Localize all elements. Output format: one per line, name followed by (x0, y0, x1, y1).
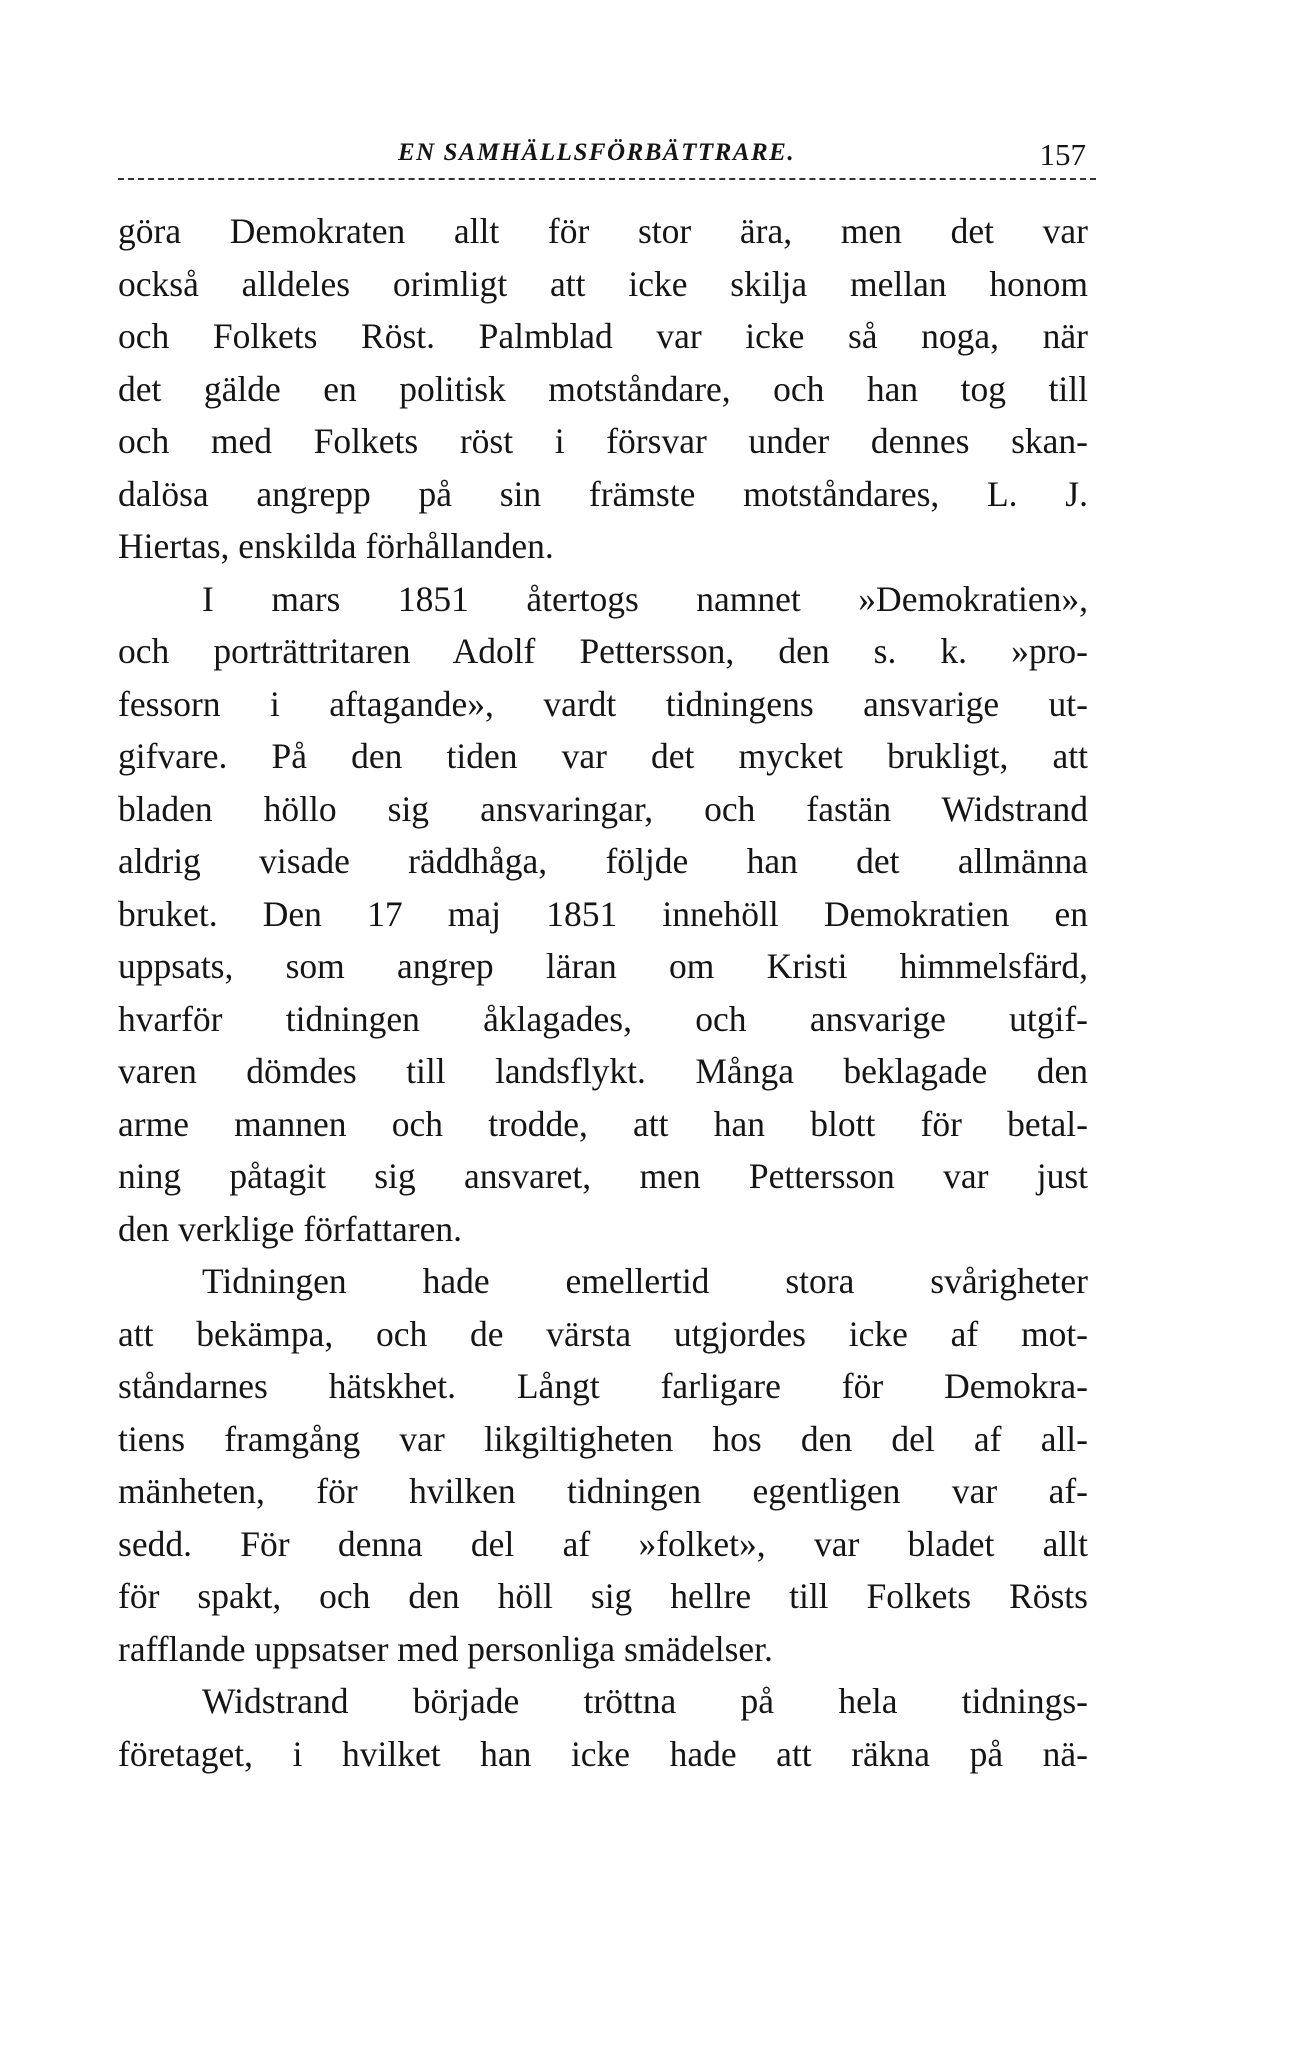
page-number: 157 (1039, 137, 1086, 172)
text-line: aldrig visade räddhåga, följde han det allmänna (118, 841, 1088, 881)
text-line: dalösa angrepp på sin främste motståndares, L. J. (118, 473, 1088, 514)
text-line: göra Demokraten allt för stor ära, men det var (118, 211, 1088, 251)
text-line: och Folkets Röst. Palmblad var icke så noga, när (118, 316, 1088, 356)
text-line: uppsats, som angrep läran om Kristi himmelsfärd, (118, 946, 1088, 986)
text-line: Hiertas, enskilda förhållanden. (118, 526, 554, 566)
text-line: och porträttritaren Adolf Pettersson, den s. k. »pro- (118, 631, 1088, 671)
text-line: det gälde en politisk motståndare, och han tog till (118, 368, 1088, 409)
text-line: tiens framgång var likgiltigheten hos den del af all- (118, 1418, 1088, 1459)
text-line: bladen höllo sig ansvaringar, och fastän Widstrand (118, 788, 1088, 829)
text-line: och med Folkets röst i försvar under dennes skan- (118, 421, 1088, 461)
running-title: EN SAMHÄLLSFÖRBÄTTRARE. (398, 139, 796, 166)
text-line: ning påtagit sig ansvaret, men Pettersson var just (118, 1156, 1088, 1196)
text-line: Widstrand började tröttna på hela tidnings- (202, 1681, 1088, 1721)
text-line: företaget, i hvilket han icke hade att räkna på nä- (118, 1733, 1088, 1774)
text-line: den verklige författaren. (118, 1208, 462, 1249)
text-line: hvarför tidningen åklagades, och ansvarige utgif- (118, 998, 1088, 1039)
text-line: rafflande uppsatser med personliga smädelser. (118, 1628, 773, 1669)
text-line: också alldeles orimligt att icke skilja mellan honom (118, 263, 1088, 304)
text-line: för spakt, och den höll sig hellre till Folkets Rösts (118, 1576, 1088, 1616)
text-line: ståndarnes hätskhet. Långt farligare för Demokra- (118, 1366, 1088, 1406)
text-line: arme mannen och trodde, att han blott för betal- (118, 1103, 1088, 1144)
body-text (118, 205, 1088, 1780)
text-line: I mars 1851 återtogs namnet »Demokratien», (202, 578, 1088, 619)
text-line: bruket. Den 17 maj 1851 innehöll Demokratien en (118, 893, 1088, 934)
text-line: mänheten, för hvilken tidningen egentligen var af- (118, 1471, 1088, 1511)
text-line: varen dömdes till landsflykt. Många beklagade den (118, 1051, 1088, 1091)
text-line: gifvare. På den tiden var det mycket brukligt, att (118, 736, 1088, 776)
text-line: Tidningen hade emellertid stora svårigheter (202, 1261, 1088, 1301)
text-line: fessorn i aftagande», vardt tidningens ansvarige ut- (118, 683, 1088, 724)
text-line: att bekämpa, och de värsta utgjordes icke af mot- (118, 1313, 1088, 1354)
text-line: sedd. För denna del af »folket», var bladet allt (118, 1523, 1088, 1564)
running-head (118, 133, 1096, 177)
header-rule (118, 178, 1096, 180)
